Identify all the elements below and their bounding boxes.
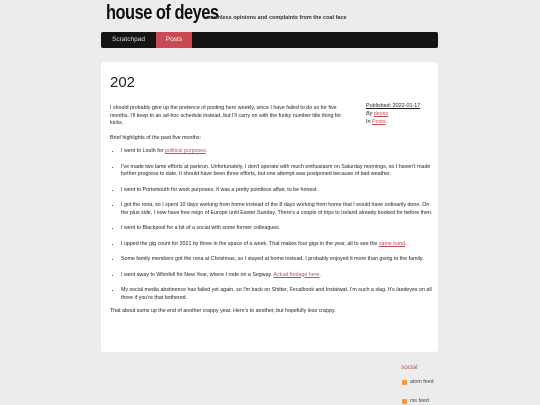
- bullet-text: I've made two lame efforts at parkrun. Unfortunately, I don't operate with much enthusiasm on Saturday mornings, so I haven't made further progress to date. It should have been three efforts, but one attempt was postponed because of bad weather.: [121, 163, 431, 177]
- site-title[interactable]: house of deyes: [106, 2, 219, 24]
- post-brief: Brief highlights of the past five months:: [110, 134, 201, 141]
- in-label: In: [366, 119, 371, 125]
- social-title: social: [401, 364, 418, 371]
- site-header: [106, 2, 347, 25]
- nav-bar: [101, 32, 438, 48]
- feed-icon: [402, 380, 407, 385]
- category-suffix: .: [385, 119, 387, 125]
- bullet-suffix: .: [319, 271, 321, 278]
- list-item: [121, 202, 433, 217]
- highlights-list: [110, 148, 433, 302]
- nav-item-posts[interactable]: Posts: [156, 32, 192, 48]
- list-item: [121, 287, 433, 302]
- rss-feed-label: rss feed: [410, 398, 429, 404]
- bullet-text: I upped the gig count for 2021 by three in the space of a week. That makes four gigs in the year, all to see the: [121, 240, 379, 247]
- category-line: [366, 118, 426, 126]
- bullet-text: Some family members got the rona at Christmas, so I stayed at home instead. I probably enjoyed it more than going to the family.: [121, 256, 424, 262]
- post-title: 202: [110, 74, 136, 91]
- bullet-suffix: .: [205, 148, 208, 154]
- atom-feed-label: atom feed: [410, 379, 434, 385]
- post-intro: I should probably give up the pretence of posting here weekly, since I have failed to do so for five months. I'll keep to an ad-hoc schedule instead, but I'll carry on with the funky number title thing for kicks.: [110, 105, 342, 126]
- political-purposes-link[interactable]: political purposes: [164, 148, 206, 154]
- bullet-text: I went to Blackpool for a bit of a social with some former colleagues.: [121, 225, 281, 231]
- atom-feed-link[interactable]: [402, 379, 434, 385]
- author-line: [366, 110, 426, 118]
- bullet-suffix: .: [405, 240, 407, 247]
- same-band-link[interactable]: same band: [378, 240, 406, 247]
- post-meta: [366, 102, 426, 126]
- list-item: [121, 225, 433, 233]
- bullet-text: My social media abstinence has failed yet again, so I'm back on Shitter, Fecalbook and Instatwat. I'm such a slag. It's /aedeyes on all three if you're that bothered.: [121, 287, 432, 301]
- list-item: [121, 241, 433, 249]
- list-item: [121, 187, 433, 195]
- category-link[interactable]: Posts: [372, 119, 386, 125]
- published-date: Published: 2022-01-17: [366, 103, 421, 109]
- list-item: [121, 256, 433, 264]
- list-item: [121, 272, 433, 280]
- list-item: [121, 148, 433, 156]
- bullet-text: I went to Louth for: [121, 148, 165, 154]
- post-closing: That about sums up the end of another crappy year. Here's to another, but hopefully less crappy.: [110, 308, 336, 314]
- nav-item-scratchpad[interactable]: Scratchpad: [112, 36, 145, 43]
- feed-icon: [402, 399, 407, 404]
- bullet-text: I went to Portsmouth for work purposes. It was a pretty pointless affair, to be honest.: [121, 186, 318, 193]
- bullet-text: I got the rona, so I spent 10 days working from home instead of the 8 days working from home that I would have ordinarily done. On the plus side, I now have free reign of Europe until Easter Sunday. There's a couple of trips to Ireland already booked for before then.: [121, 202, 433, 216]
- site-tagline: worthless opinions and complaints from the coal face: [206, 15, 347, 21]
- rss-feed-link[interactable]: [402, 398, 429, 404]
- list-item: [121, 164, 433, 179]
- by-label: By: [366, 111, 373, 117]
- post-content: [101, 62, 438, 352]
- bullet-text: I went away to Whinfell for New Year, where I rode on a Segway.: [121, 271, 274, 278]
- author-link[interactable]: deyes: [373, 111, 389, 117]
- actual-footage-link[interactable]: Actual footage here: [273, 271, 320, 278]
